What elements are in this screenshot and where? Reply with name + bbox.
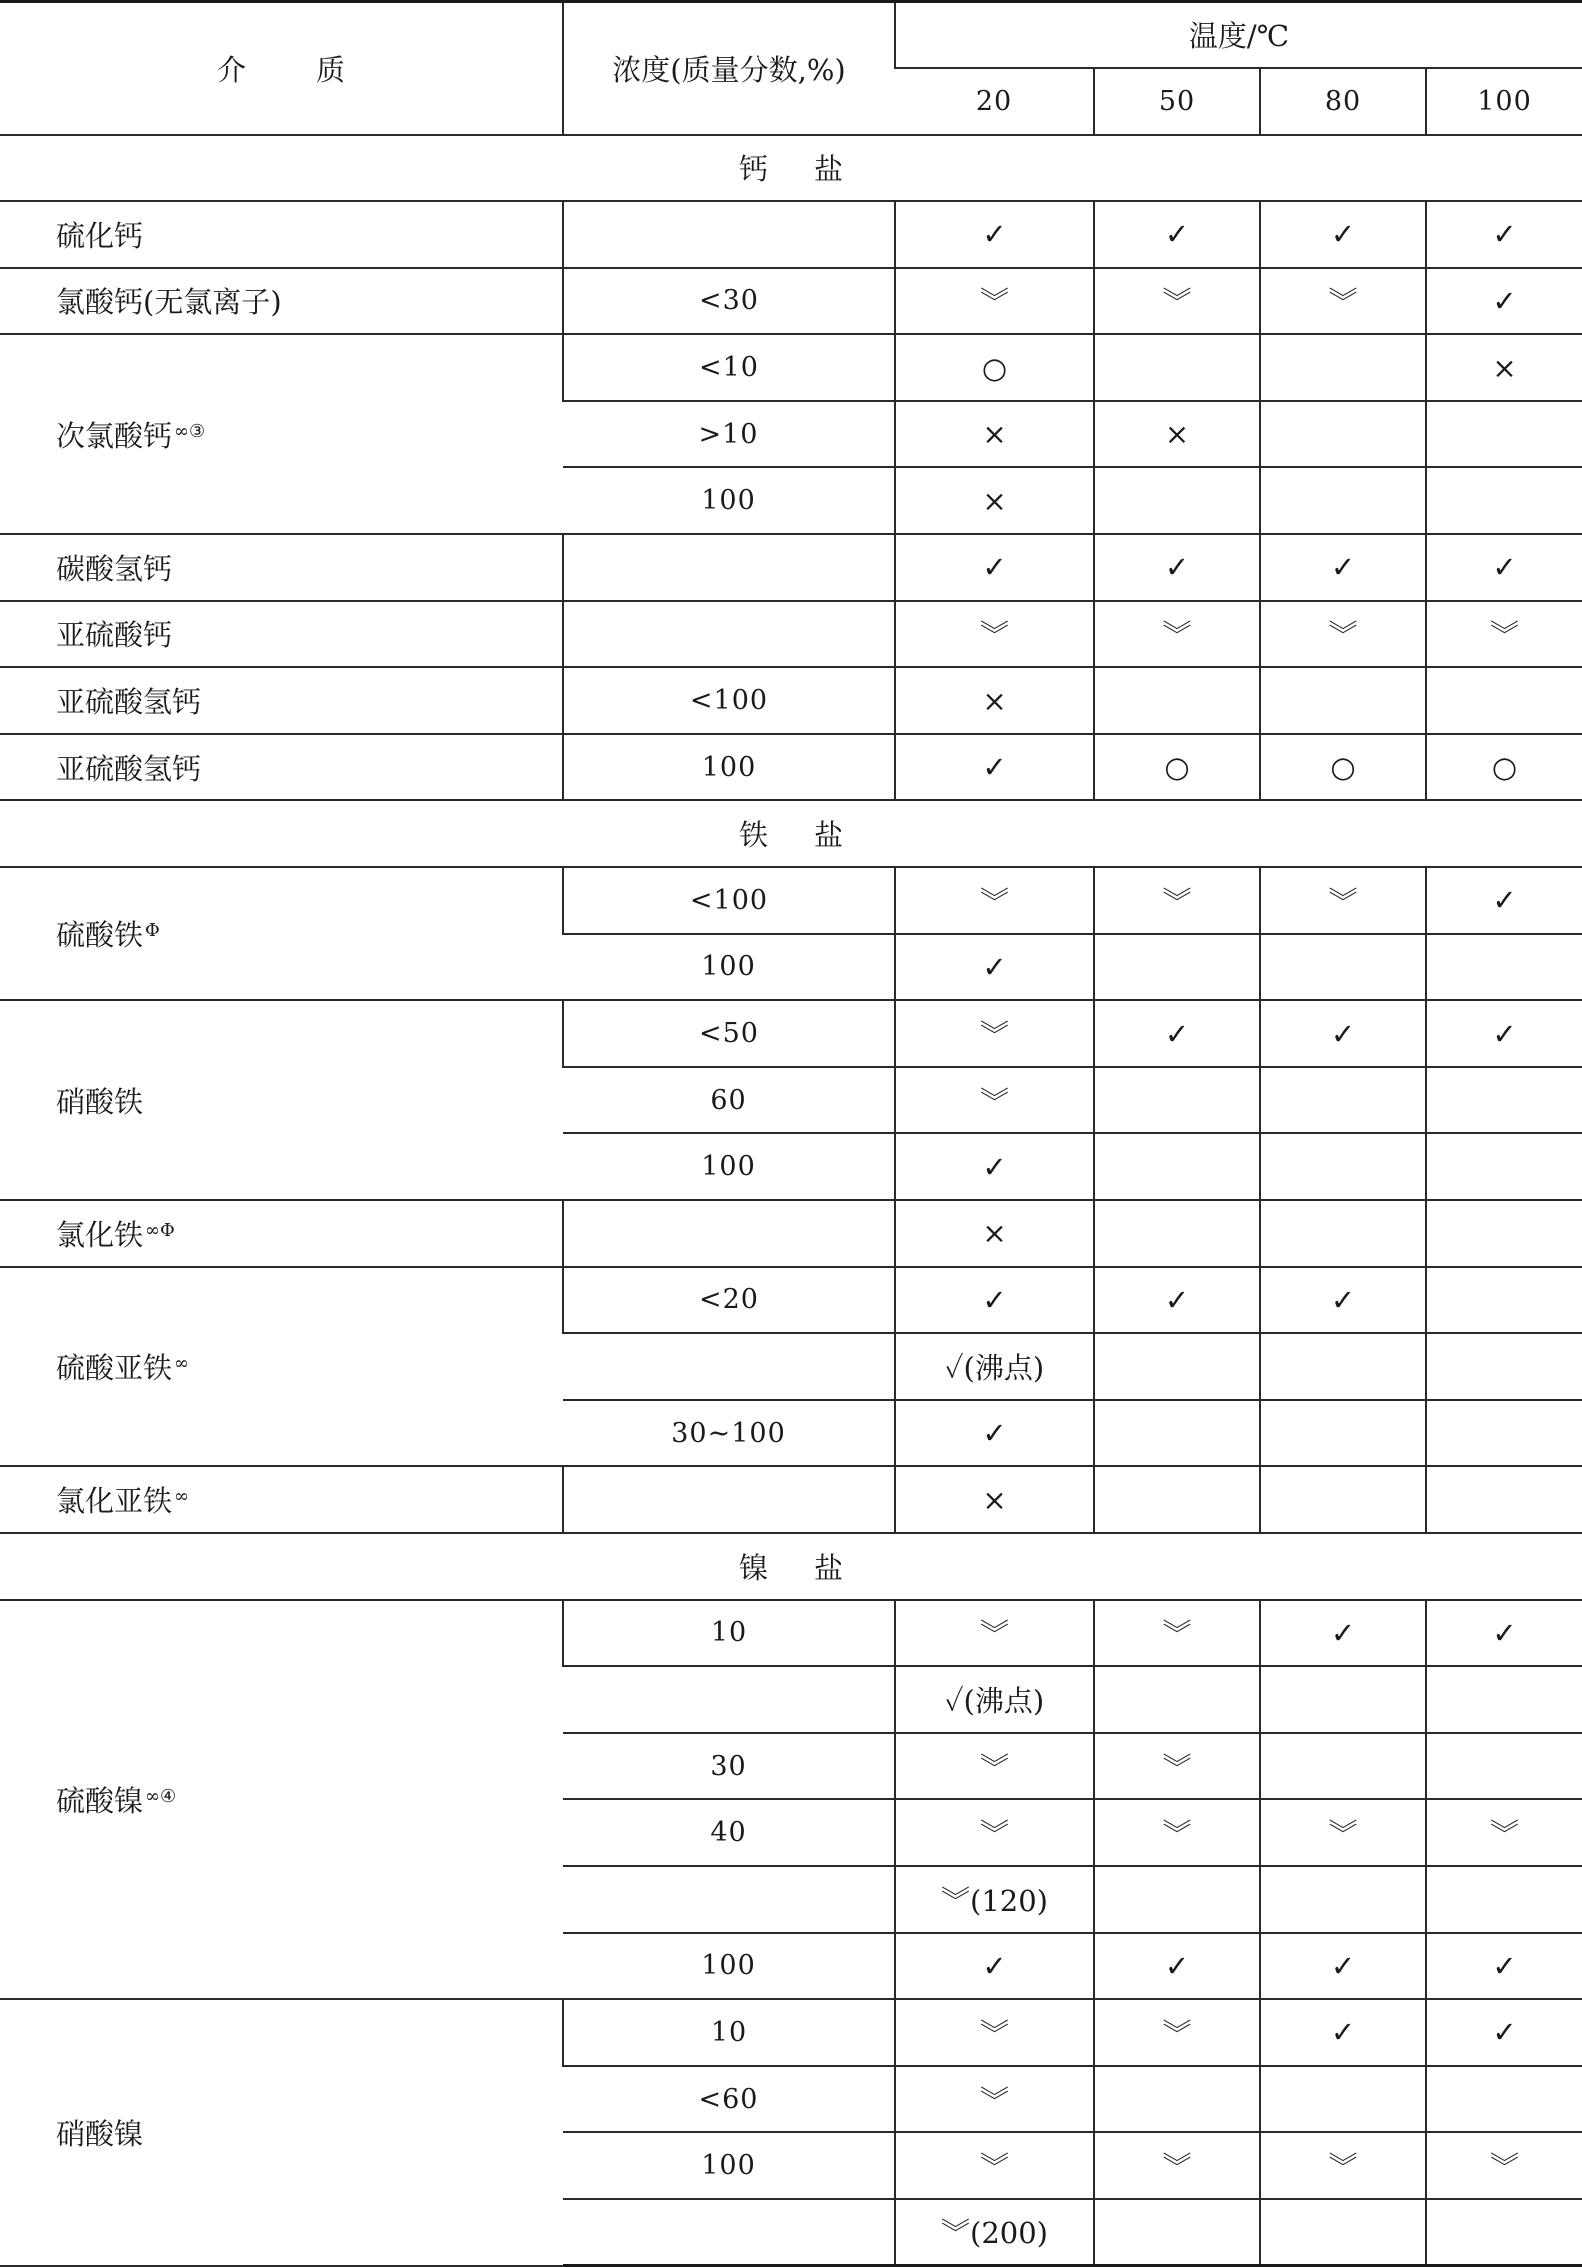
medium-name-cell (0, 867, 563, 1000)
rating-cell-80: ✓ (1260, 1267, 1426, 1334)
rating-cell-100 (1426, 1400, 1582, 1467)
rating-cell-100 (1426, 1133, 1582, 1200)
concentration-cell: <20 (563, 1267, 895, 1334)
rating-cell-50 (1094, 1400, 1260, 1467)
rating-cell-50: ︾ (1094, 1999, 1260, 2066)
rating-cell-80 (1260, 934, 1426, 1001)
table-body (0, 2, 1582, 2266)
rating-cell-100: ✓ (1426, 201, 1582, 268)
rating-cell-50: ○ (1094, 734, 1260, 801)
section-title: 铁盐 (0, 800, 1582, 867)
rating-cell-100 (1426, 1267, 1582, 1334)
concentration-cell: 30 (563, 1733, 895, 1800)
concentration-cell: 100 (563, 934, 895, 1001)
concentration-cell: 100 (563, 734, 895, 801)
rating-cell-50: ︾ (1094, 268, 1260, 335)
concentration-cell: 10 (563, 1999, 895, 2066)
rating-cell-20: × (895, 667, 1094, 734)
rating-cell-20: ︾ (895, 1733, 1094, 1800)
rating-cell-100: ︾ (1426, 1799, 1582, 1866)
footnote-marker: ∞④ (145, 1785, 177, 1807)
rating-cell-50: ︾ (1094, 1733, 1260, 1800)
rating-cell-20: ✓ (895, 1267, 1094, 1334)
rating-cell-20: × (895, 1200, 1094, 1267)
concentration-cell (563, 534, 895, 601)
rating-cell-50: ︾ (1094, 601, 1260, 668)
footnote-marker: ∞ (174, 1486, 190, 1508)
temp-header-80: 80 (1260, 68, 1426, 135)
medium-name: 硫酸铁 (56, 918, 144, 953)
rating-cell-20: × (895, 401, 1094, 468)
rating-cell-80: ︾ (1260, 1799, 1426, 1866)
rating-cell-20: ︾ (895, 601, 1094, 668)
rating-cell-50 (1094, 1466, 1260, 1533)
table-row (0, 334, 1582, 401)
rating-cell-20: ✓ (895, 1133, 1094, 1200)
table-row (0, 268, 1582, 335)
rating-cell-20: ✓ (895, 534, 1094, 601)
footnote-marker: ∞ (174, 1352, 190, 1374)
rating-cell-80: ✓ (1260, 1933, 1426, 2000)
concentration-cell (563, 1666, 895, 1733)
rating-cell-100: ︾ (1426, 2132, 1582, 2199)
table-row (0, 1200, 1582, 1267)
rating-cell-80: ︾ (1260, 268, 1426, 335)
rating-cell-20: ✓ (895, 1933, 1094, 2000)
rating-cell-100: ✓ (1426, 1933, 1582, 2000)
medium-name: 氯酸钙(无氯离子) (56, 285, 282, 320)
medium-name: 硫酸亚铁 (56, 1350, 173, 1385)
rating-cell-100: ✓ (1426, 1000, 1582, 1067)
rating-cell-20: ︾(120) (895, 1866, 1094, 1933)
rating-cell-80: ︾ (1260, 601, 1426, 668)
concentration-cell: <50 (563, 1000, 895, 1067)
table-row (0, 867, 1582, 934)
rating-cell-50 (1094, 934, 1260, 1001)
rating-cell-80: ○ (1260, 734, 1426, 801)
rating-cell-20: ︾ (895, 1000, 1094, 1067)
rating-cell-50 (1094, 2066, 1260, 2133)
medium-name-cell (0, 1000, 563, 1200)
rating-cell-50: ︾ (1094, 1600, 1260, 1667)
rating-cell-100 (1426, 401, 1582, 468)
rating-cell-20: ✓ (895, 1400, 1094, 1467)
rating-cell-50 (1094, 1866, 1260, 1933)
medium-name: 亚硫酸氢钙 (56, 751, 202, 786)
rating-cell-20: ︾ (895, 2132, 1094, 2199)
medium-name-cell (0, 1267, 563, 1467)
rating-cell-80 (1260, 1866, 1426, 1933)
rating-cell-50 (1094, 1200, 1260, 1267)
rating-cell-100 (1426, 667, 1582, 734)
concentration-column-header: 浓度(质量分数,%) (563, 2, 895, 135)
concentration-cell: 30~100 (563, 1400, 895, 1467)
table-row (0, 1267, 1582, 1334)
rating-cell-20: ︾ (895, 1799, 1094, 1866)
concentration-cell: <100 (563, 667, 895, 734)
rating-cell-50 (1094, 1666, 1260, 1733)
rating-cell-50 (1094, 667, 1260, 734)
rating-cell-50: ✓ (1094, 1000, 1260, 1067)
medium-name-cell (0, 201, 563, 268)
rating-cell-50: ✓ (1094, 1267, 1260, 1334)
table-row (0, 1000, 1582, 1067)
footnote-marker: ∞③ (174, 420, 206, 442)
rating-cell-20: ︾ (895, 268, 1094, 335)
medium-column-header: 介质 (0, 2, 563, 135)
rating-cell-20: ○ (895, 334, 1094, 401)
rating-cell-50: ✓ (1094, 201, 1260, 268)
rating-cell-100 (1426, 1466, 1582, 1533)
concentration-cell: >10 (563, 401, 895, 468)
rating-cell-80 (1260, 467, 1426, 534)
rating-cell-80 (1260, 1333, 1426, 1400)
medium-name: 亚硫酸钙 (56, 618, 173, 653)
table-row (0, 1466, 1582, 1533)
rating-cell-80: ✓ (1260, 534, 1426, 601)
section-title: 镍盐 (0, 1533, 1582, 1600)
rating-cell-80: ✓ (1260, 1000, 1426, 1067)
rating-cell-80 (1260, 1400, 1426, 1467)
table-row (0, 534, 1582, 601)
rating-cell-80: ︾ (1260, 867, 1426, 934)
medium-name-cell (0, 601, 563, 668)
rating-cell-80: ✓ (1260, 1999, 1426, 2066)
rating-cell-50 (1094, 2199, 1260, 2266)
concentration-cell (563, 601, 895, 668)
section-row (0, 135, 1582, 202)
medium-name: 氯化铁 (56, 1217, 144, 1252)
table-row (0, 1999, 1582, 2066)
rating-cell-50: ✓ (1094, 534, 1260, 601)
concentration-cell: 100 (563, 2132, 895, 2199)
medium-name-cell (0, 1466, 563, 1533)
concentration-cell (563, 201, 895, 268)
rating-cell-80 (1260, 1666, 1426, 1733)
rating-cell-50 (1094, 1067, 1260, 1134)
rating-cell-100: ○ (1426, 734, 1582, 801)
medium-name: 氯化亚铁 (56, 1484, 173, 1519)
concentration-cell: 100 (563, 467, 895, 534)
rating-cell-100: ✓ (1426, 1999, 1582, 2066)
rating-cell-20: ︾(200) (895, 2199, 1094, 2266)
rating-cell-20: ✓ (895, 201, 1094, 268)
rating-cell-80 (1260, 2066, 1426, 2133)
rating-cell-100: ︾ (1426, 601, 1582, 668)
section-row (0, 800, 1582, 867)
temp-header-50: 50 (1094, 68, 1260, 135)
rating-cell-50 (1094, 334, 1260, 401)
rating-cell-80 (1260, 2199, 1426, 2266)
concentration-cell: 60 (563, 1067, 895, 1134)
rating-cell-100 (1426, 1733, 1582, 1800)
footnote-marker: Φ (145, 920, 160, 942)
concentration-cell: 10 (563, 1600, 895, 1667)
rating-cell-20: ︾ (895, 1600, 1094, 1667)
section-row (0, 1533, 1582, 1600)
medium-name: 硫化钙 (56, 218, 144, 253)
rating-cell-80: ✓ (1260, 201, 1426, 268)
rating-cell-100 (1426, 934, 1582, 1001)
section-title: 钙盐 (0, 135, 1582, 202)
rating-cell-100 (1426, 1666, 1582, 1733)
rating-cell-80 (1260, 1067, 1426, 1134)
table-row (0, 667, 1582, 734)
rating-cell-20: ︾ (895, 1067, 1094, 1134)
temp-header-100: 100 (1426, 68, 1582, 135)
rating-cell-20: ︾ (895, 867, 1094, 934)
medium-name: 亚硫酸氢钙 (56, 685, 202, 720)
rating-cell-100 (1426, 1866, 1582, 1933)
rating-cell-20: × (895, 1466, 1094, 1533)
table-row (0, 734, 1582, 801)
rating-cell-50: ✓ (1094, 1933, 1260, 2000)
medium-name-cell (0, 1999, 563, 2265)
concentration-cell (563, 1200, 895, 1267)
rating-cell-80 (1260, 1733, 1426, 1800)
rating-cell-20: ✓ (895, 934, 1094, 1001)
rating-cell-80 (1260, 1200, 1426, 1267)
medium-name-cell (0, 534, 563, 601)
table-row (0, 601, 1582, 668)
medium-name-cell (0, 667, 563, 734)
header-row-1 (0, 2, 1582, 68)
rating-cell-20: ︾ (895, 2066, 1094, 2133)
rating-cell-50: ︾ (1094, 1799, 1260, 1866)
medium-name-cell (0, 334, 563, 534)
medium-name: 硝酸铁 (56, 1084, 144, 1119)
concentration-cell: <10 (563, 334, 895, 401)
medium-name-cell (0, 268, 563, 335)
temp-header-20: 20 (895, 68, 1094, 135)
medium-name: 碳酸氢钙 (56, 551, 173, 586)
concentration-cell (563, 2199, 895, 2266)
rating-cell-100 (1426, 1333, 1582, 1400)
rating-cell-100 (1426, 2199, 1582, 2266)
rating-cell-20: × (895, 467, 1094, 534)
rating-cell-80 (1260, 1466, 1426, 1533)
concentration-cell: <60 (563, 2066, 895, 2133)
rating-cell-100: × (1426, 334, 1582, 401)
rating-cell-20: ︾ (895, 1999, 1094, 2066)
concentration-cell (563, 1333, 895, 1400)
concentration-cell (563, 1466, 895, 1533)
table-row (0, 201, 1582, 268)
medium-name-cell (0, 1200, 563, 1267)
medium-name: 硝酸镍 (56, 2116, 144, 2151)
rating-cell-20: ✓(沸点) (895, 1333, 1094, 1400)
concentration-cell (563, 1866, 895, 1933)
footnote-marker: ∞Φ (145, 1219, 175, 1241)
rating-cell-100: ✓ (1426, 867, 1582, 934)
rating-cell-80 (1260, 334, 1426, 401)
rating-cell-50: ︾ (1094, 867, 1260, 934)
rating-cell-100: ✓ (1426, 1600, 1582, 1667)
rating-cell-100 (1426, 1200, 1582, 1267)
table-row (0, 1600, 1582, 1667)
rating-cell-50: ︾ (1094, 2132, 1260, 2199)
concentration-cell: <100 (563, 867, 895, 934)
medium-name: 硫酸镍 (56, 1783, 144, 1818)
concentration-cell: 100 (563, 1133, 895, 1200)
rating-cell-50: × (1094, 401, 1260, 468)
rating-cell-100: ✓ (1426, 268, 1582, 335)
medium-name-cell (0, 1600, 563, 2000)
rating-cell-80 (1260, 401, 1426, 468)
concentration-cell: 40 (563, 1799, 895, 1866)
rating-cell-80 (1260, 667, 1426, 734)
medium-name: 次氯酸钙 (56, 418, 173, 453)
rating-cell-20: ✓ (895, 734, 1094, 801)
rating-cell-100 (1426, 467, 1582, 534)
rating-cell-100: ✓ (1426, 534, 1582, 601)
rating-cell-80 (1260, 1133, 1426, 1200)
medium-name-cell (0, 734, 563, 801)
temperature-column-header: 温度/℃ (895, 2, 1582, 68)
rating-cell-100 (1426, 2066, 1582, 2133)
concentration-cell: 100 (563, 1933, 895, 2000)
rating-cell-80: ︾ (1260, 2132, 1426, 2199)
rating-cell-100 (1426, 1067, 1582, 1134)
rating-cell-20: ✓(沸点) (895, 1666, 1094, 1733)
rating-cell-80: ✓ (1260, 1600, 1426, 1667)
rating-cell-50 (1094, 467, 1260, 534)
concentration-cell: <30 (563, 268, 895, 335)
rating-cell-50 (1094, 1133, 1260, 1200)
rating-cell-50 (1094, 1333, 1260, 1400)
